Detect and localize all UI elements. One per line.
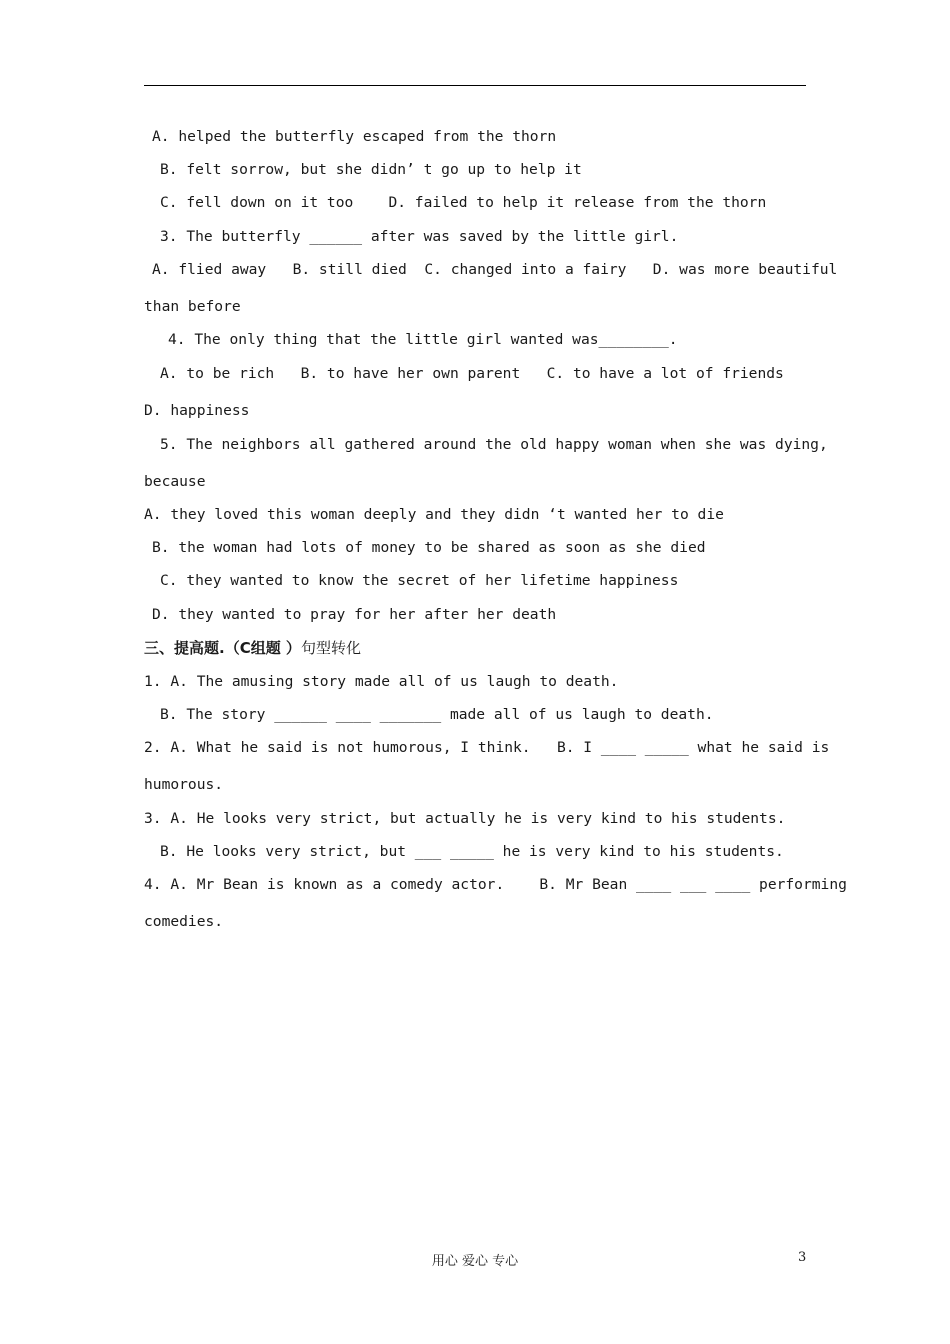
exercise-3b: B. He looks very strict, but ___ _____ he is very kind to his students. <box>160 843 784 860</box>
page-footer: 用心 爱心 专心 <box>431 1254 519 1269</box>
exercise-4-cont: comedies. <box>144 913 224 930</box>
question-5: 5. The neighbors all gathered around the old happy woman when she was dying, <box>160 436 828 453</box>
question-5-option-d: D. they wanted to pray for her after her death <box>152 606 557 623</box>
question-4-option-d: D. happiness <box>144 402 250 419</box>
header-rule <box>144 85 806 86</box>
question-5-option-a: A. they loved this woman deeply and they didn ‘t wanted her to die <box>144 506 724 523</box>
section-title-bold: 三、提高题.（C组题 ） <box>144 639 301 657</box>
question-4-options: A. to be rich B. to have her own parent C. to have a lot of friends <box>160 365 784 382</box>
exercise-1b: B. The story ______ ____ _______ made all of us laugh to death. <box>160 706 714 723</box>
option-a-line: A. helped the butterfly escaped from the thorn <box>152 128 557 145</box>
question-4: 4. The only thing that the little girl wanted was________. <box>168 331 678 348</box>
option-cd-line: C. fell down on it too D. failed to help it release from the thorn <box>160 194 767 211</box>
section-heading <box>144 639 361 657</box>
question-5-option-c: C. they wanted to know the secret of her lifetime happiness <box>160 572 679 589</box>
page-number: 3 <box>798 1250 807 1265</box>
exercise-4: 4. A. Mr Bean is known as a comedy actor. B. Mr Bean ____ ___ ____ performing <box>144 876 847 893</box>
exercise-1a: 1. A. The amusing story made all of us laugh to death. <box>144 673 619 690</box>
question-3-options: A. flied away B. still died C. changed into a fairy D. was more beautiful <box>152 261 838 278</box>
exercise-2-cont: humorous. <box>144 776 224 793</box>
exercise-2: 2. A. What he said is not humorous, I think. B. I ____ _____ what he said is <box>144 739 830 756</box>
option-b-line: B. felt sorrow, but she didn’ t go up to help it <box>160 161 582 178</box>
exercise-3a: 3. A. He looks very strict, but actually he is very kind to his students. <box>144 810 786 827</box>
section-title-normal: 句型转化 <box>300 639 361 657</box>
question-3-options-cont: than before <box>144 298 241 315</box>
question-3: 3. The butterfly ______ after was saved by the little girl. <box>160 228 679 245</box>
question-5-option-b: B. the woman had lots of money to be shared as soon as she died <box>152 539 706 556</box>
question-5-cont: because <box>144 473 206 490</box>
